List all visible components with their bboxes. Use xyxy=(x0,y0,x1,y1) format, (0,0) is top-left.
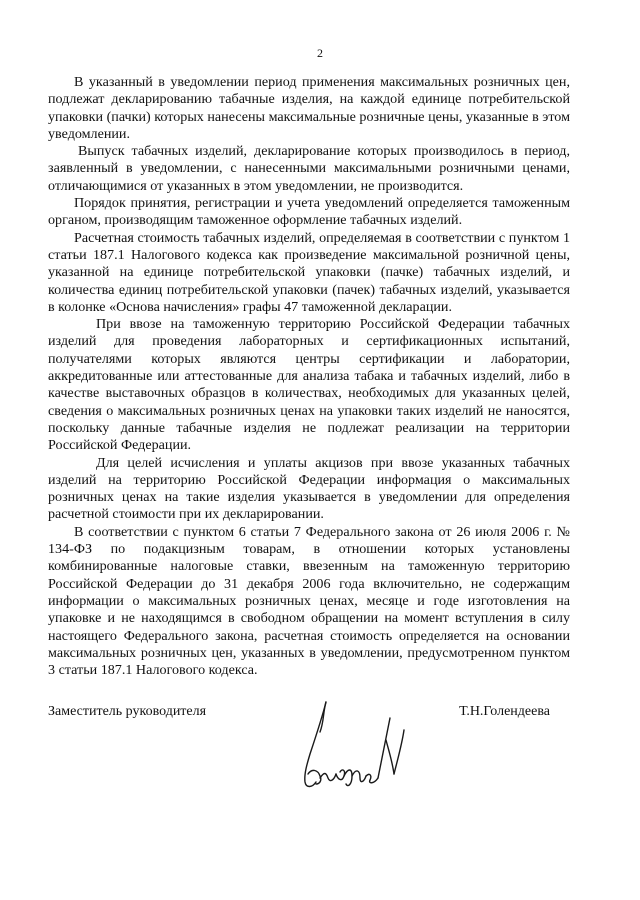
page-number: 2 xyxy=(317,46,323,60)
paragraph-estimated-value: Расчетная стоимость табачных изделий, определяемая в соответствии с пунктом 1 статьи 187.1 Налогового кодекса как произведение максимальной розничной цены, указанной на единице потребительской упаковки (пачке) табачных изделий, и количества единиц потребительской упаковки (пачек) табачных изделий, указывается в колонке «Основа начисления» графы 47 таможенной декларации. xyxy=(48,229,570,315)
paragraph-declaration-period: В указанный в уведомлении период применения максимальных розничных цен, подлежат декларированию табачные изделия, на каждой единице потребительской упаковки (пачки) которых нанесены максимальные розничные цены, указанные в этом уведомлении. xyxy=(48,74,570,142)
paragraph-notification-procedure: Порядок принятия, регистрации и учета уведомлений определяется таможенным органом, производящим таможенное оформление табачных изделий. xyxy=(48,195,570,229)
signer-title: Заместитель руководителя xyxy=(48,704,207,719)
handwritten-signature xyxy=(290,688,410,798)
paragraph-excise-purposes: Для целей исчисления и уплаты акцизов при ввозе указанных табачных изделий на территорию Российской Федерации информация о максимальных розничных ценах на такие изделия указывается в уведомлении для определения расчетной стоимости при их декларировании. xyxy=(48,454,570,523)
document-body xyxy=(48,74,570,679)
paragraph-release-prohibition: Выпуск табачных изделий, декларирование которых производилось в период, заявленный в уведомлении, с нанесенными максимальными розничными ценами, отличающимися от указанных в этом уведомлении, не производится. xyxy=(48,143,570,194)
paragraph-federal-law: В соответствии с пунктом 6 статьи 7 Федерального закона от 26 июля 2006 г. № 134-ФЗ по подакцизным товарам, в отношении которых установлены комбинированные налоговые ставки, ввезенным на таможенную территорию Российской Федерации до 31 декабря 2006 года включительно, не содержащим информации о максимальных розничных ценах, месяце и годе изготовления на упаковке и не находящимся в свободном обращении на момент вступления в силу настоящего Федерального закона, расчетная стоимость определяется на основании максимальных розничных цен, указанных в уведомлении, предусмотренном пунктом 3 статьи 187.1 Налогового кодекса. xyxy=(48,523,570,679)
signer-name: Т.Н.Голендеева xyxy=(459,704,550,719)
paragraph-lab-samples: При ввозе на таможенную территорию Российской Федерации табачных изделий для проведения лабораторных и сертификационных испытаний, получателями которых являются центры сертификации и лаборатории, аккредитованные или аттестованные для анализа табака и табачных изделий, либо в качестве выставочных образцов в количествах, необходимых для указанных целей, сведения о максимальных розничных ценах на упаковки таких изделий не наносятся, поскольку данные табачные изделия не подлежат реализации на территории Российской Федерации. xyxy=(48,316,570,454)
